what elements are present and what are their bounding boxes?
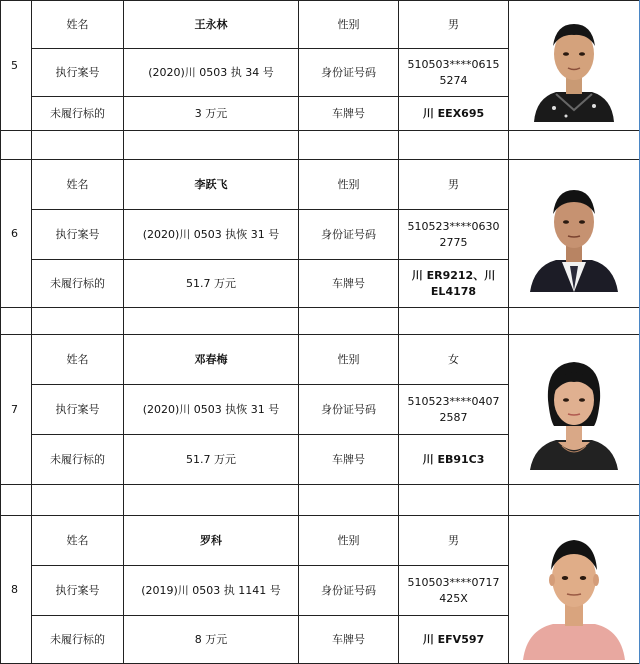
plate-number bbox=[399, 260, 509, 308]
id-number-label: 身份证号码 bbox=[299, 566, 399, 616]
case-number: (2019)川 0503 执 1141 号 bbox=[124, 566, 299, 616]
gender-value: 男 bbox=[399, 1, 509, 49]
unpaid-label: 未履行标的 bbox=[32, 97, 124, 131]
name-label: 姓名 bbox=[32, 1, 124, 49]
gender-value: 男 bbox=[399, 516, 509, 566]
plate-label: 车牌号 bbox=[299, 260, 399, 308]
gender-label: 性别 bbox=[299, 516, 399, 566]
portrait-female bbox=[524, 350, 624, 470]
plate-number bbox=[399, 435, 509, 485]
plate-line-1: 川 ER9212、川 bbox=[411, 268, 496, 282]
record-index: 6 bbox=[1, 160, 32, 308]
spacer-row bbox=[1, 131, 640, 160]
unpaid-label: 未履行标的 bbox=[32, 260, 124, 308]
spacer-row bbox=[1, 485, 640, 516]
portrait-photo bbox=[509, 335, 640, 485]
id-number bbox=[399, 49, 509, 97]
gender-value: 男 bbox=[399, 160, 509, 210]
plate-line-1: 川 EEX695 bbox=[422, 106, 485, 120]
spacer-row bbox=[1, 308, 640, 335]
id-number-label: 身份证号码 bbox=[299, 385, 399, 435]
id-line-1: 510503****0717 bbox=[407, 575, 500, 589]
record-5-row-name bbox=[1, 1, 640, 49]
record-8-row-name bbox=[1, 516, 640, 566]
case-number: (2020)川 0503 执恢 31 号 bbox=[124, 210, 299, 260]
plate-label: 车牌号 bbox=[299, 435, 399, 485]
plate-line-2: EL4178 bbox=[430, 284, 477, 298]
portrait-male-2 bbox=[526, 176, 622, 292]
id-number-label: 身份证号码 bbox=[299, 49, 399, 97]
case-number-label: 执行案号 bbox=[32, 385, 124, 435]
plate-label: 车牌号 bbox=[299, 616, 399, 664]
unpaid-amount: 8 万元 bbox=[124, 616, 299, 664]
id-line-2: 425X bbox=[439, 591, 468, 605]
portrait-photo bbox=[509, 516, 640, 664]
record-index: 5 bbox=[1, 1, 32, 131]
person-name: 邓春梅 bbox=[124, 335, 299, 385]
case-number-label: 执行案号 bbox=[32, 566, 124, 616]
plate-line-1: 川 EFV597 bbox=[422, 632, 485, 646]
id-line-1: 510523****0407 bbox=[407, 394, 500, 408]
gender-label: 性别 bbox=[299, 160, 399, 210]
id-number-label: 身份证号码 bbox=[299, 210, 399, 260]
record-7-row-name bbox=[1, 335, 640, 385]
record-6-row-name bbox=[1, 160, 640, 210]
gender-label: 性别 bbox=[299, 335, 399, 385]
unpaid-amount: 3 万元 bbox=[124, 97, 299, 131]
person-name: 罗科 bbox=[124, 516, 299, 566]
name-label: 姓名 bbox=[32, 335, 124, 385]
plate-number bbox=[399, 97, 509, 131]
portrait-photo bbox=[509, 160, 640, 308]
portrait-male-3 bbox=[519, 520, 629, 660]
name-label: 姓名 bbox=[32, 516, 124, 566]
id-number bbox=[399, 210, 509, 260]
unpaid-amount: 51.7 万元 bbox=[124, 260, 299, 308]
id-line-2: 5274 bbox=[439, 73, 468, 87]
gender-label: 性别 bbox=[299, 1, 399, 49]
gender-value: 女 bbox=[399, 335, 509, 385]
person-name: 李跃飞 bbox=[124, 160, 299, 210]
case-number-label: 执行案号 bbox=[32, 210, 124, 260]
case-number: (2020)川 0503 执 34 号 bbox=[124, 49, 299, 97]
record-index: 7 bbox=[1, 335, 32, 485]
id-line-2: 2587 bbox=[439, 410, 468, 424]
name-label: 姓名 bbox=[32, 160, 124, 210]
person-name: 王永林 bbox=[124, 1, 299, 49]
id-line-2: 2775 bbox=[439, 235, 468, 249]
record-index: 8 bbox=[1, 516, 32, 664]
unpaid-label: 未履行标的 bbox=[32, 616, 124, 664]
plate-label: 车牌号 bbox=[299, 97, 399, 131]
unpaid-label: 未履行标的 bbox=[32, 435, 124, 485]
id-number bbox=[399, 385, 509, 435]
portrait-male-1 bbox=[526, 10, 622, 122]
plate-number bbox=[399, 616, 509, 664]
id-number bbox=[399, 566, 509, 616]
id-line-1: 510503****0615 bbox=[407, 57, 500, 71]
case-number: (2020)川 0503 执恢 31 号 bbox=[124, 385, 299, 435]
id-line-1: 510523****0630 bbox=[407, 219, 500, 233]
portrait-photo bbox=[509, 1, 640, 131]
plate-line-1: 川 EB91C3 bbox=[422, 452, 485, 466]
unpaid-amount: 51.7 万元 bbox=[124, 435, 299, 485]
case-number-label: 执行案号 bbox=[32, 49, 124, 97]
